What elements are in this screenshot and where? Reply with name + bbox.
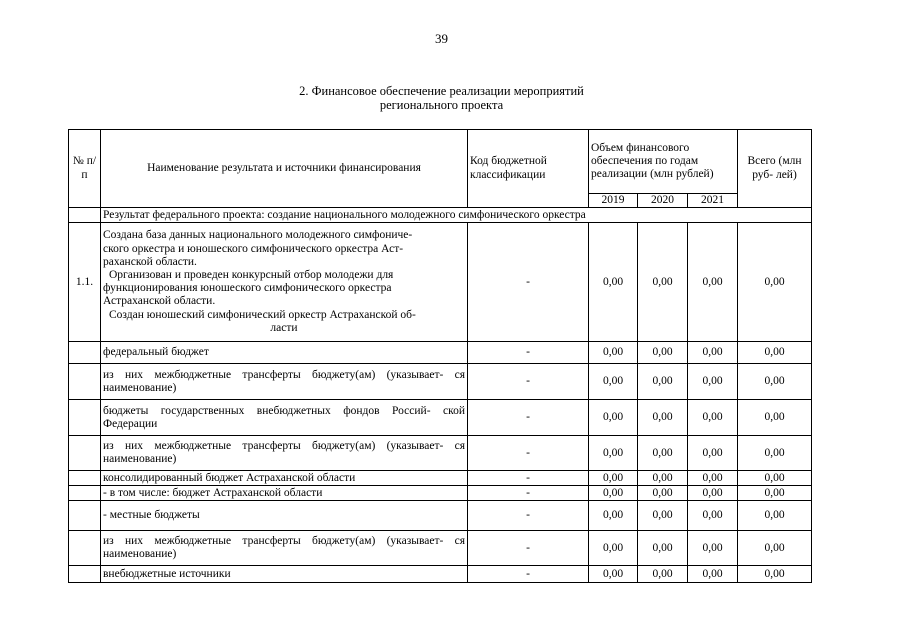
source-code: - <box>468 400 589 436</box>
item-line: Создан юношеский симфонический оркестр Астраханской об- <box>109 308 416 321</box>
source-value-total: 0,00 <box>738 501 812 531</box>
item-description <box>101 223 468 342</box>
row-number <box>69 531 101 566</box>
header-year: 2019 <box>589 194 638 208</box>
item-value-2019: 0,00 <box>589 223 638 342</box>
source-value-2021: 0,00 <box>688 531 738 566</box>
source-value-2019: 0,00 <box>589 342 638 364</box>
source-value-2019: 0,00 <box>589 566 638 583</box>
header-name: Наименование результата и источники финансирования <box>101 130 468 208</box>
source-code: - <box>468 342 589 364</box>
source-value-total: 0,00 <box>738 436 812 471</box>
source-value-2020: 0,00 <box>638 400 688 436</box>
source-name: консолидированный бюджет Астраханской области <box>101 471 468 486</box>
source-value-2021: 0,00 <box>688 436 738 471</box>
item-line: раханской области. <box>103 255 197 268</box>
source-code: - <box>468 566 589 583</box>
row-number <box>69 400 101 436</box>
item-line: ского оркестра и юношеского симфонического оркестра Аст- <box>103 242 404 255</box>
item-value-2021: 0,00 <box>688 223 738 342</box>
source-value-2021: 0,00 <box>688 566 738 583</box>
page-number: 39 <box>435 31 448 46</box>
source-value-2019: 0,00 <box>589 501 638 531</box>
row-number <box>69 501 101 531</box>
row-number <box>69 566 101 583</box>
header-volume: Объем финансового обеспечения по годам реализации (млн рублей) <box>589 130 738 194</box>
source-value-2020: 0,00 <box>638 364 688 400</box>
item-value-total: 0,00 <box>738 223 812 342</box>
source-code: - <box>468 471 589 486</box>
source-name: бюджеты государственных внебюджетных фондов Россий- ской Федерации <box>101 400 468 436</box>
financing-table <box>68 129 812 583</box>
source-value-2019: 0,00 <box>589 364 638 400</box>
row-number <box>69 436 101 471</box>
source-value-2021: 0,00 <box>688 486 738 501</box>
source-code: - <box>468 531 589 566</box>
section-title: Результат федерального проекта: создание национального молодежного симфонического оркестра <box>101 208 812 223</box>
source-value-2021: 0,00 <box>688 400 738 436</box>
source-value-total: 0,00 <box>738 342 812 364</box>
source-code: - <box>468 501 589 531</box>
source-value-total: 0,00 <box>738 486 812 501</box>
source-value-2021: 0,00 <box>688 501 738 531</box>
source-name: из них межбюджетные трансферты бюджету(ам) (указывает- ся наименование) <box>101 531 468 566</box>
source-value-2020: 0,00 <box>638 436 688 471</box>
source-value-total: 0,00 <box>738 531 812 566</box>
source-row <box>69 471 812 486</box>
item-value-2020: 0,00 <box>638 223 688 342</box>
source-name: федеральный бюджет <box>101 342 468 364</box>
source-row <box>69 400 812 436</box>
source-value-2021: 0,00 <box>688 342 738 364</box>
source-value-2021: 0,00 <box>688 364 738 400</box>
item-line: Астраханской области. <box>103 295 216 308</box>
source-value-total: 0,00 <box>738 364 812 400</box>
source-value-2020: 0,00 <box>638 342 688 364</box>
section-heading <box>0 84 883 112</box>
source-value-2019: 0,00 <box>589 486 638 501</box>
source-value-total: 0,00 <box>738 471 812 486</box>
section-heading-line2: регионального проекта <box>379 98 504 112</box>
source-name: внебюджетные источники <box>101 566 468 583</box>
source-value-2019: 0,00 <box>589 531 638 566</box>
header-row <box>69 130 812 194</box>
item-code: - <box>468 223 589 342</box>
header-code: Код бюджетной классификации <box>468 130 589 208</box>
row-number <box>69 342 101 364</box>
source-name: из них межбюджетные трансферты бюджету(ам) (указывает- ся наименование) <box>101 364 468 400</box>
section-title-row <box>69 208 812 223</box>
source-name: - местные бюджеты <box>101 501 468 531</box>
source-value-2021: 0,00 <box>688 471 738 486</box>
item-line: ласти <box>270 321 298 334</box>
source-value-total: 0,00 <box>738 566 812 583</box>
source-code: - <box>468 486 589 501</box>
item-number: 1.1. <box>69 223 101 342</box>
header-total: Всего (млн руб- лей) <box>738 130 812 208</box>
source-value-2019: 0,00 <box>589 400 638 436</box>
source-row <box>69 436 812 471</box>
section-heading-line1: 2. Финансовое обеспечение реализации мероприятий <box>299 84 584 98</box>
source-row <box>69 566 812 583</box>
source-code: - <box>468 436 589 471</box>
item-line: Создана база данных национального молодежного симфониче- <box>103 229 413 242</box>
source-value-2019: 0,00 <box>589 471 638 486</box>
source-name: - в том числе: бюджет Астраханской области <box>101 486 468 501</box>
source-row <box>69 342 812 364</box>
item-row <box>69 223 812 342</box>
source-value-2019: 0,00 <box>589 436 638 471</box>
row-number <box>69 486 101 501</box>
source-value-total: 0,00 <box>738 400 812 436</box>
source-value-2020: 0,00 <box>638 531 688 566</box>
source-code: - <box>468 364 589 400</box>
source-row <box>69 531 812 566</box>
source-name: из них межбюджетные трансферты бюджету(ам) (указывает- ся наименование) <box>101 436 468 471</box>
source-row <box>69 501 812 531</box>
item-line: функционирования юношеского симфонического оркестра <box>103 282 392 295</box>
header-year: 2021 <box>688 194 738 208</box>
source-row <box>69 364 812 400</box>
source-value-2020: 0,00 <box>638 501 688 531</box>
header-year: 2020 <box>638 194 688 208</box>
source-value-2020: 0,00 <box>638 486 688 501</box>
source-value-2020: 0,00 <box>638 566 688 583</box>
source-value-2020: 0,00 <box>638 471 688 486</box>
row-number <box>69 364 101 400</box>
source-row <box>69 486 812 501</box>
header-num: № п/п <box>69 130 101 208</box>
row-number <box>69 471 101 486</box>
item-line: Организован и проведен конкурсный отбор молодежи для <box>109 269 394 281</box>
